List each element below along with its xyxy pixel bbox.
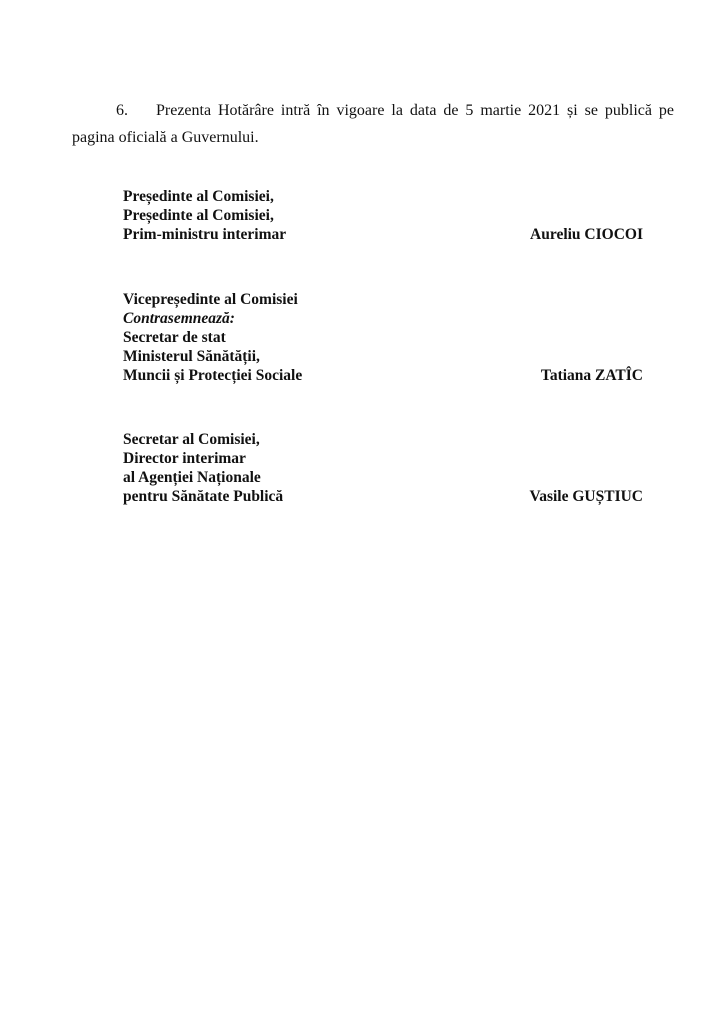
signatory-name: Tatiana ZATÎC — [540, 367, 643, 384]
signature-block-secretary — [123, 430, 643, 506]
paragraph-number: 6. — [116, 102, 128, 119]
signature-title-text: Prim-ministru interimar — [123, 226, 287, 243]
signature-title-line: Secretar de stat — [123, 329, 226, 346]
signature-title-line — [123, 366, 643, 385]
signature-title-text: Muncii și Protecției Sociale — [123, 367, 303, 384]
signature-title-line: Secretar al Comisiei, — [123, 431, 260, 448]
signatory-name: Vasile GUȘTIUC — [529, 488, 643, 505]
signature-title-line: Președinte al Comisiei, — [123, 207, 274, 224]
signature-title-line — [123, 225, 643, 244]
countersign-label: Contrasemnează: — [123, 310, 235, 327]
signature-title-line: Director interimar — [123, 450, 246, 467]
signature-title-line — [123, 487, 643, 506]
signature-title-text: pentru Sănătate Publică — [123, 488, 284, 505]
paragraph-text: Prezenta Hotărâre intră în vigoare la data de 5 martie 2021 și se publică pe pagina oficială a Guvernului. — [72, 102, 674, 146]
signature-title-line: al Agenției Naționale — [123, 469, 261, 486]
signature-block-president — [123, 187, 643, 244]
signature-title-line: Vicepreședinte al Comisiei — [123, 291, 298, 308]
signature-block-vice-president — [123, 290, 643, 385]
paragraph-6 — [72, 97, 674, 151]
signatory-name: Aureliu CIOCOI — [530, 226, 643, 243]
signature-title-line: Ministerul Sănătății, — [123, 348, 260, 365]
signature-title-line: Președinte al Comisiei, — [123, 188, 274, 205]
